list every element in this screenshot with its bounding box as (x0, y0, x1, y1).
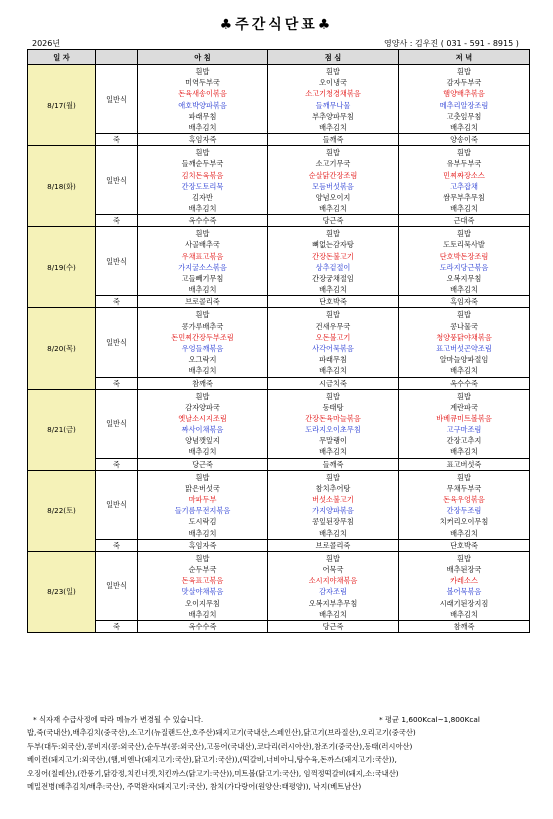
menu-item: 흰밥 (457, 391, 471, 401)
meal-type-regular: 일반식 (96, 470, 138, 539)
menu-item: 간장궁채절임 (312, 274, 354, 283)
lunch-porridge: 당근죽 (268, 620, 399, 632)
menu-item: 흰밥 (457, 67, 471, 76)
meal-type-porridge: 죽 (96, 215, 138, 227)
menu-item: 흰밥 (195, 310, 210, 320)
origin-line: 두부(대두:외국산),콩비지(콩:외국산),순두부(콩:외국산),고등어(국내산),코다리(러시아산),참조기(중국산),동태(러시아산) (27, 741, 413, 751)
table-row (28, 146, 530, 215)
menu-item: 콩잎된장무침 (312, 517, 354, 527)
menu-item: 우엉들깨볶음 (181, 343, 224, 353)
table-row (28, 65, 530, 134)
lunch-menu (268, 227, 399, 296)
menu-item: 흰밥 (326, 391, 340, 401)
meal-type-porridge: 죽 (96, 620, 138, 632)
menu-item: 김치돈육볶음 (181, 170, 224, 180)
meal-type-regular: 일반식 (96, 146, 138, 215)
menu-item: 도라지당근볶음 (439, 262, 489, 272)
menu-item: 감자양파국 (185, 402, 220, 412)
menu-item: 오이지무침 (185, 598, 220, 608)
breakfast-menu (138, 389, 268, 458)
menu-item: 고구마조림 (446, 425, 482, 435)
porridge-row (28, 458, 530, 470)
menu-item: 흰밥 (326, 553, 340, 563)
menu-item: 단호박돈장조림 (439, 251, 489, 261)
menu-item: 배추김치 (450, 447, 478, 457)
menu-item: 메추리알장조림 (439, 100, 489, 110)
menu-item: 간장고추지 (446, 436, 482, 446)
menu-item: 카레소스 (450, 576, 478, 586)
dinner-menu (399, 389, 530, 458)
dinner-porridge: 양송이죽 (399, 134, 530, 146)
menu-item: 가지굴소스볶음 (178, 262, 227, 272)
menu-item: 유부두부국 (446, 159, 482, 169)
origin-line: 오징어(칠레산),(깐풍기,닭강정,치킨너겟,치킨까스(닭고기:국산)),미트볼(닭고기:국산), 임꺽정떡갈비(돼지,소:국내산) (27, 768, 399, 778)
menu-item: 도라지오이초무침 (305, 425, 361, 435)
menu-item: 흰밥 (195, 229, 210, 239)
page-title: ♣주간식단표♣ (219, 17, 334, 33)
menu-item: 간장도토리묵 (181, 181, 224, 191)
breakfast-menu (138, 308, 268, 377)
menu-item: 흰밥 (195, 67, 210, 76)
table-row (28, 227, 530, 296)
table-row (28, 308, 530, 377)
menu-item: 모듬버섯볶음 (312, 181, 354, 191)
menu-item: 배추김치 (188, 366, 217, 376)
menu-item: 배추김치 (450, 528, 478, 538)
menu-item: 배추김치 (319, 366, 347, 376)
menu-item: 고추잡채 (450, 181, 478, 191)
lunch-menu (268, 65, 399, 134)
lunch-porridge: 당근죽 (268, 215, 399, 227)
menu-item: 돈민찌간장두부조림 (171, 332, 234, 342)
dinner-menu (399, 470, 530, 539)
menu-item: 쌈무부추무침 (443, 192, 485, 202)
header-dinner: 저 녁 (399, 50, 530, 65)
menu-item: 볼어묵볶음 (446, 587, 482, 597)
menu-item: 돈육우엉볶음 (443, 495, 485, 504)
porridge-row (28, 620, 530, 632)
menu-item: 동태탕 (322, 402, 344, 412)
menu-item: 콩가루배추국 (181, 321, 224, 331)
breakfast-porridge: 흑임자죽 (138, 539, 268, 551)
meal-type-regular: 일반식 (96, 551, 138, 620)
menu-item: 김자반 (192, 192, 213, 202)
menu-item: 바베큐미트볼볶음 (436, 413, 492, 423)
calorie-notice: * 평균 1,600Kcal~1,800Kcal (379, 715, 480, 724)
menu-item: 고들빼기무침 (181, 274, 224, 283)
lunch-porridge: 들깨죽 (268, 458, 399, 470)
menu-item: 배추김치 (450, 204, 478, 214)
menu-item: 상추겉절이 (315, 262, 351, 272)
day-date: 8/23(일) (28, 551, 96, 632)
dinner-menu (399, 227, 530, 296)
menu-item: 흰밥 (195, 391, 210, 401)
breakfast-menu (138, 551, 268, 620)
table-row (28, 551, 530, 620)
menu-item: 햄양배추볶음 (443, 89, 485, 99)
notes-section (27, 713, 537, 794)
breakfast-menu (138, 65, 268, 134)
menu-item: 흰밥 (195, 148, 210, 158)
origin-info (27, 726, 537, 794)
menu-item: 애호박양파볶음 (178, 100, 227, 110)
menu-item: 배추김치 (188, 285, 217, 295)
menu-item: 시래기된장지짐 (439, 598, 489, 608)
menu-item: 무말랭이 (319, 436, 347, 446)
origin-line: 밥,죽(국내산),배추김치(중국산),소고기(뉴질랜드산,호주산)돼지고기(국내산,스페인산),닭고기(브라질산),오리고기(중국산) (27, 728, 416, 737)
year-label: 2026년 (32, 39, 61, 48)
menu-item: 흰밥 (326, 148, 340, 158)
menu-item: 배추김치 (319, 609, 347, 619)
menu-item: 배추김치 (188, 528, 217, 538)
menu-item: 배추김치 (450, 609, 478, 619)
menu-item: 간장돈육마늘볶음 (305, 413, 361, 423)
menu-item: 감자조림 (319, 587, 347, 597)
menu-item: 간장돈불고기 (312, 251, 354, 261)
menu-item: 고춧잎무침 (446, 111, 482, 121)
menu-item: 어묵국 (322, 564, 344, 574)
menu-item: 흰밥 (457, 148, 471, 158)
breakfast-porridge: 참깨죽 (138, 377, 268, 389)
menu-item: 배추김치 (188, 609, 217, 619)
menu-item: 돈육새송이볶음 (178, 89, 227, 99)
menu-item: 양념오이지 (315, 192, 351, 202)
breakfast-porridge: 옥수수죽 (138, 215, 268, 227)
origin-line: 메밀전병(배추김치/배추:국산), 주먹완자(돼지고기:국산), 참치(가다랑어(원양산:태평양)), 낙지(베트남산) (27, 782, 362, 792)
menu-item: 순살닭간장조림 (308, 170, 358, 180)
menu-item: 오돈불고기 (315, 332, 351, 342)
origin-line: 베이컨(돼지고기:외국산),(햄,비엔나(돼지고기:국산),닭고기:국산)),(떡갈비,너비아니,탕수육,돈까스(돼지고기:국산)), (27, 755, 397, 765)
menu-item: 파래무침 (319, 355, 347, 365)
dinner-porridge: 표고버섯죽 (399, 458, 530, 470)
menu-item: 배추김치 (450, 285, 478, 295)
porridge-row (28, 296, 530, 308)
dinner-porridge: 흑임자죽 (399, 296, 530, 308)
day-date: 8/20(목) (28, 308, 96, 389)
dinner-porridge: 단호박죽 (399, 539, 530, 551)
menu-item: 흰밥 (326, 229, 340, 239)
menu-item: 맛살야채볶음 (181, 587, 224, 597)
breakfast-menu (138, 227, 268, 296)
lunch-menu (268, 389, 399, 458)
table-header-row (28, 50, 530, 65)
menu-item: 소시지야채볶음 (308, 576, 358, 586)
menu-item: 표고버섯곤약조림 (436, 343, 492, 353)
menu-item: 계란파국 (450, 402, 478, 412)
header-meal-type (96, 50, 138, 65)
meal-type-porridge: 죽 (96, 458, 138, 470)
menu-item: 들깨순두부국 (181, 159, 224, 169)
menu-item: 소고기청경채볶음 (305, 89, 361, 99)
lunch-menu (268, 308, 399, 377)
meal-type-regular: 일반식 (96, 65, 138, 134)
lunch-porridge: 단호박죽 (268, 296, 399, 308)
menu-item: 배추김치 (450, 366, 478, 376)
menu-item: 배추김치 (319, 528, 347, 538)
menu-item: 배추김치 (450, 122, 478, 132)
menu-item: 오복지부추무침 (308, 598, 358, 608)
lunch-menu (268, 146, 399, 215)
menu-item: 들깨무나물 (315, 100, 351, 110)
menu-item: 파래무침 (188, 111, 217, 121)
porridge-row (28, 377, 530, 389)
porridge-row (28, 134, 530, 146)
menu-item: 흰밥 (457, 472, 471, 482)
dinner-menu (399, 308, 530, 377)
day-date: 8/22(토) (28, 470, 96, 551)
porridge-row (28, 215, 530, 227)
menu-item: 치커리오이무침 (439, 517, 489, 527)
menu-item: 배추된장국 (446, 564, 482, 574)
menu-item: 감자두부국 (446, 78, 482, 88)
table-row (28, 470, 530, 539)
menu-item: 소고기무국 (315, 159, 351, 169)
menu-item: 배추김치 (319, 285, 347, 295)
menu-item: 짜사이채볶음 (181, 425, 224, 435)
menu-item: 청양풍닭야채볶음 (436, 332, 492, 342)
menu-item: 옛날소시지조림 (178, 413, 227, 423)
meal-type-porridge: 죽 (96, 377, 138, 389)
day-date: 8/17(월) (28, 65, 96, 146)
menu-change-notice: * 식자재 수급사정에 따라 메뉴가 변경될 수 있습니다. (33, 715, 204, 724)
menu-item: 무채두부국 (446, 483, 482, 493)
lunch-porridge: 들깨죽 (268, 134, 399, 146)
meal-type-porridge: 죽 (96, 539, 138, 551)
menu-item: 흰밥 (326, 472, 340, 482)
menu-item: 양념깻잎지 (185, 436, 220, 446)
menu-item: 흰밥 (195, 553, 210, 563)
day-date: 8/21(금) (28, 389, 96, 470)
weekly-menu-table (27, 49, 530, 633)
menu-item: 흰밥 (457, 553, 471, 563)
dinner-menu (399, 146, 530, 215)
menu-item: 미역두부국 (185, 78, 220, 88)
menu-body (28, 65, 530, 633)
menu-item: 버섯소불고기 (312, 495, 354, 504)
meal-type-regular: 일반식 (96, 389, 138, 458)
menu-item: 도토리묵사발 (443, 240, 485, 250)
table-row (28, 389, 530, 458)
menu-item: 콩나물국 (450, 321, 478, 331)
menu-item: 부추양파무침 (312, 111, 354, 121)
menu-item: 마파두부 (188, 495, 217, 504)
menu-item: 배추김치 (188, 447, 217, 457)
menu-item: 배추김치 (188, 122, 217, 132)
menu-item: 흰밥 (457, 310, 471, 320)
menu-item: 순두부국 (188, 564, 217, 574)
meal-type-porridge: 죽 (96, 134, 138, 146)
dinner-porridge: 근대죽 (399, 215, 530, 227)
menu-item: 돈육표고볶음 (181, 576, 224, 586)
meal-type-porridge: 죽 (96, 296, 138, 308)
lunch-porridge: 시금치죽 (268, 377, 399, 389)
dinner-menu (399, 65, 530, 134)
menu-item: 배추김치 (188, 204, 217, 214)
lunch-menu (268, 551, 399, 620)
menu-item: 들기름무전지볶음 (174, 506, 231, 516)
menu-item: 사각어묵볶음 (312, 343, 354, 353)
menu-item: 뼈없는감자탕 (312, 240, 354, 250)
menu-item: 사골배추국 (185, 240, 220, 250)
lunch-menu (268, 470, 399, 539)
menu-item: 흰밥 (326, 310, 340, 320)
menu-item: 도시락김 (188, 517, 217, 527)
day-date: 8/18(화) (28, 146, 96, 227)
dinner-menu (399, 551, 530, 620)
breakfast-menu (138, 146, 268, 215)
menu-item: 알마늘양파절임 (439, 355, 489, 365)
menu-item: 오복지무침 (446, 274, 482, 283)
breakfast-porridge: 브로콜리죽 (138, 296, 268, 308)
menu-item: 흰밥 (195, 472, 210, 482)
lunch-porridge: 브로콜리죽 (268, 539, 399, 551)
menu-item: 배추김치 (319, 204, 347, 214)
menu-item: 맑은버섯국 (185, 483, 220, 493)
porridge-row (28, 539, 530, 551)
meal-type-regular: 일반식 (96, 227, 138, 296)
header-date: 일 자 (28, 50, 96, 65)
breakfast-porridge: 당근죽 (138, 458, 268, 470)
menu-item: 간장두조림 (446, 506, 482, 516)
day-date: 8/19(수) (28, 227, 96, 308)
menu-item: 흰밥 (326, 67, 340, 76)
menu-item: 민찌짜장소스 (443, 170, 485, 180)
breakfast-porridge: 옥수수죽 (138, 620, 268, 632)
menu-item: 가지양파볶음 (312, 506, 354, 516)
menu-item: 건새우무국 (315, 321, 351, 331)
meal-type-regular: 일반식 (96, 308, 138, 377)
menu-item: 오이냉국 (319, 78, 347, 88)
menu-item: 배추김치 (319, 447, 347, 457)
header-breakfast: 아 침 (138, 50, 268, 65)
dietitian-contact: 영양사 : 김우진 ( 031 - 591 - 8915 ) (384, 39, 519, 48)
menu-item: 오그락지 (188, 355, 217, 365)
breakfast-porridge: 흑임자죽 (138, 134, 268, 146)
header-lunch: 점 심 (268, 50, 399, 65)
menu-item: 참치추어탕 (315, 483, 351, 493)
dinner-porridge: 옥수수죽 (399, 377, 530, 389)
breakfast-menu (138, 470, 268, 539)
dinner-porridge: 참깨죽 (399, 620, 530, 632)
menu-item: 배추김치 (319, 122, 347, 132)
menu-item: 우채표고볶음 (181, 251, 224, 261)
menu-item: 흰밥 (457, 229, 471, 239)
